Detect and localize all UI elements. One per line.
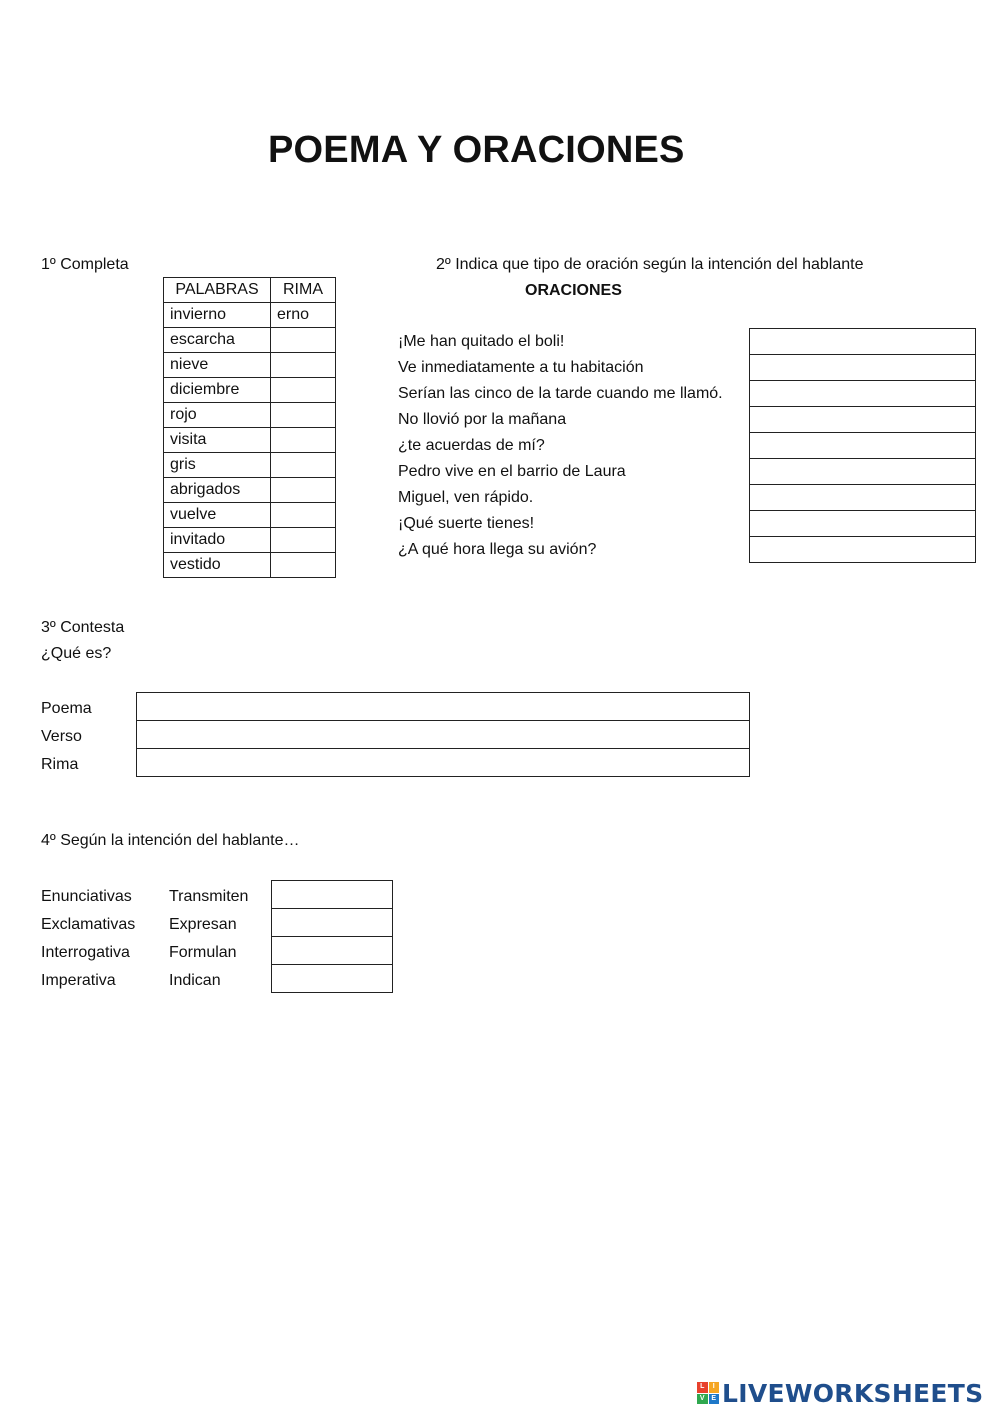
- table-row: [164, 378, 336, 403]
- word-cell: gris: [164, 453, 271, 478]
- word-cell: escarcha: [164, 328, 271, 353]
- rhyme-table: [163, 277, 336, 578]
- verb-label: Formulan: [169, 944, 237, 961]
- section1-heading: 1º Completa: [41, 256, 129, 273]
- sentence-type-input[interactable]: [749, 458, 976, 484]
- logo-mark-letter: L: [697, 1382, 708, 1393]
- col-header-rhyme: RIMA: [271, 278, 336, 303]
- verb-label: Indican: [169, 972, 221, 989]
- table-row: [164, 503, 336, 528]
- word-cell: abrigados: [164, 478, 271, 503]
- sentence-type-input[interactable]: [749, 484, 976, 510]
- rhyme-input[interactable]: [271, 553, 336, 578]
- logo-text: LIVEWORKSHEETS: [722, 1378, 984, 1408]
- rhyme-input[interactable]: [271, 353, 336, 378]
- verb-label: Transmiten: [169, 888, 249, 905]
- section2-heading: 2º Indica que tipo de oración según la intención del hablante: [436, 256, 864, 273]
- table-row: [164, 403, 336, 428]
- word-cell: invitado: [164, 528, 271, 553]
- sentence-type-input[interactable]: [749, 432, 976, 458]
- sentence-item: Miguel, ven rápido.: [398, 489, 534, 506]
- rhyme-table-header: [164, 278, 336, 303]
- type-label: Exclamativas: [41, 916, 136, 933]
- rhyme-input[interactable]: [271, 453, 336, 478]
- section2-subheading: ORACIONES: [525, 282, 622, 299]
- matching-input[interactable]: [271, 936, 393, 964]
- definition-input[interactable]: [136, 720, 750, 748]
- matching-input[interactable]: [271, 880, 393, 908]
- verb-label: Expresan: [169, 916, 237, 933]
- section3-heading: 3º Contesta: [41, 619, 125, 636]
- word-cell: rojo: [164, 403, 271, 428]
- matching-input[interactable]: [271, 964, 393, 993]
- liveworksheets-logo: [697, 1378, 983, 1408]
- rhyme-input[interactable]: [271, 378, 336, 403]
- sentence-item: ¡Me han quitado el boli!: [398, 333, 565, 350]
- word-cell: invierno: [164, 303, 271, 328]
- word-cell: vuelve: [164, 503, 271, 528]
- section3-question: ¿Qué es?: [41, 645, 112, 662]
- sentence-list: [398, 329, 723, 563]
- table-row: [164, 353, 336, 378]
- rhyme-input[interactable]: [271, 478, 336, 503]
- word-cell: visita: [164, 428, 271, 453]
- term-label: Verso: [41, 728, 82, 745]
- logo-mark-letter: E: [709, 1394, 720, 1405]
- table-row: [164, 303, 336, 328]
- sentence-item: ¡Qué suerte tienes!: [398, 515, 535, 532]
- word-cell: nieve: [164, 353, 271, 378]
- intention-verbs: [169, 883, 248, 995]
- sentence-item: ¿te acuerdas de mí?: [398, 437, 545, 454]
- page-title: POEMA Y ORACIONES: [268, 129, 685, 171]
- definition-input[interactable]: [136, 748, 750, 777]
- definition-answers: [136, 692, 750, 777]
- table-row: [164, 328, 336, 353]
- rhyme-input[interactable]: [271, 428, 336, 453]
- logo-mark-letter: I: [709, 1382, 720, 1393]
- rhyme-input[interactable]: [271, 528, 336, 553]
- word-cell: diciembre: [164, 378, 271, 403]
- sentence-type-input[interactable]: [749, 406, 976, 432]
- table-row: [164, 428, 336, 453]
- sentence-type-answers: [749, 328, 976, 563]
- sentence-type-input[interactable]: [749, 354, 976, 380]
- matching-answers: [271, 880, 393, 993]
- matching-input[interactable]: [271, 908, 393, 936]
- table-row: [164, 553, 336, 578]
- col-header-words: PALABRAS: [164, 278, 271, 303]
- rhyme-input[interactable]: [271, 403, 336, 428]
- definition-input[interactable]: [136, 692, 750, 720]
- sentence-type-input[interactable]: [749, 510, 976, 536]
- type-label: Interrogativa: [41, 944, 130, 961]
- sentence-type-input[interactable]: [749, 536, 976, 563]
- sentence-item: Serían las cinco de la tarde cuando me llamó.: [398, 385, 723, 402]
- logo-mark-letter: V: [697, 1394, 708, 1405]
- rhyme-input[interactable]: [271, 503, 336, 528]
- sentence-type-input[interactable]: [749, 328, 976, 354]
- term-label: Rima: [41, 756, 79, 773]
- sentence-types: [41, 883, 135, 995]
- table-row: [164, 528, 336, 553]
- sentence-type-input[interactable]: [749, 380, 976, 406]
- table-row: [164, 478, 336, 503]
- definition-terms: [41, 695, 92, 779]
- rhyme-input[interactable]: erno: [271, 303, 336, 328]
- table-row: [164, 453, 336, 478]
- sentence-item: Pedro vive en el barrio de Laura: [398, 463, 626, 480]
- rhyme-input[interactable]: [271, 328, 336, 353]
- term-label: Poema: [41, 700, 92, 717]
- sentence-item: Ve inmediatamente a tu habitación: [398, 359, 644, 376]
- type-label: Enunciativas: [41, 888, 132, 905]
- sentence-item: No llovió por la mañana: [398, 411, 567, 428]
- sentence-item: ¿A qué hora llega su avión?: [398, 541, 597, 558]
- logo-mark-icon: [697, 1382, 719, 1404]
- type-label: Imperativa: [41, 972, 116, 989]
- word-cell: vestido: [164, 553, 271, 578]
- section4-heading: 4º Según la intención del hablante…: [41, 832, 300, 849]
